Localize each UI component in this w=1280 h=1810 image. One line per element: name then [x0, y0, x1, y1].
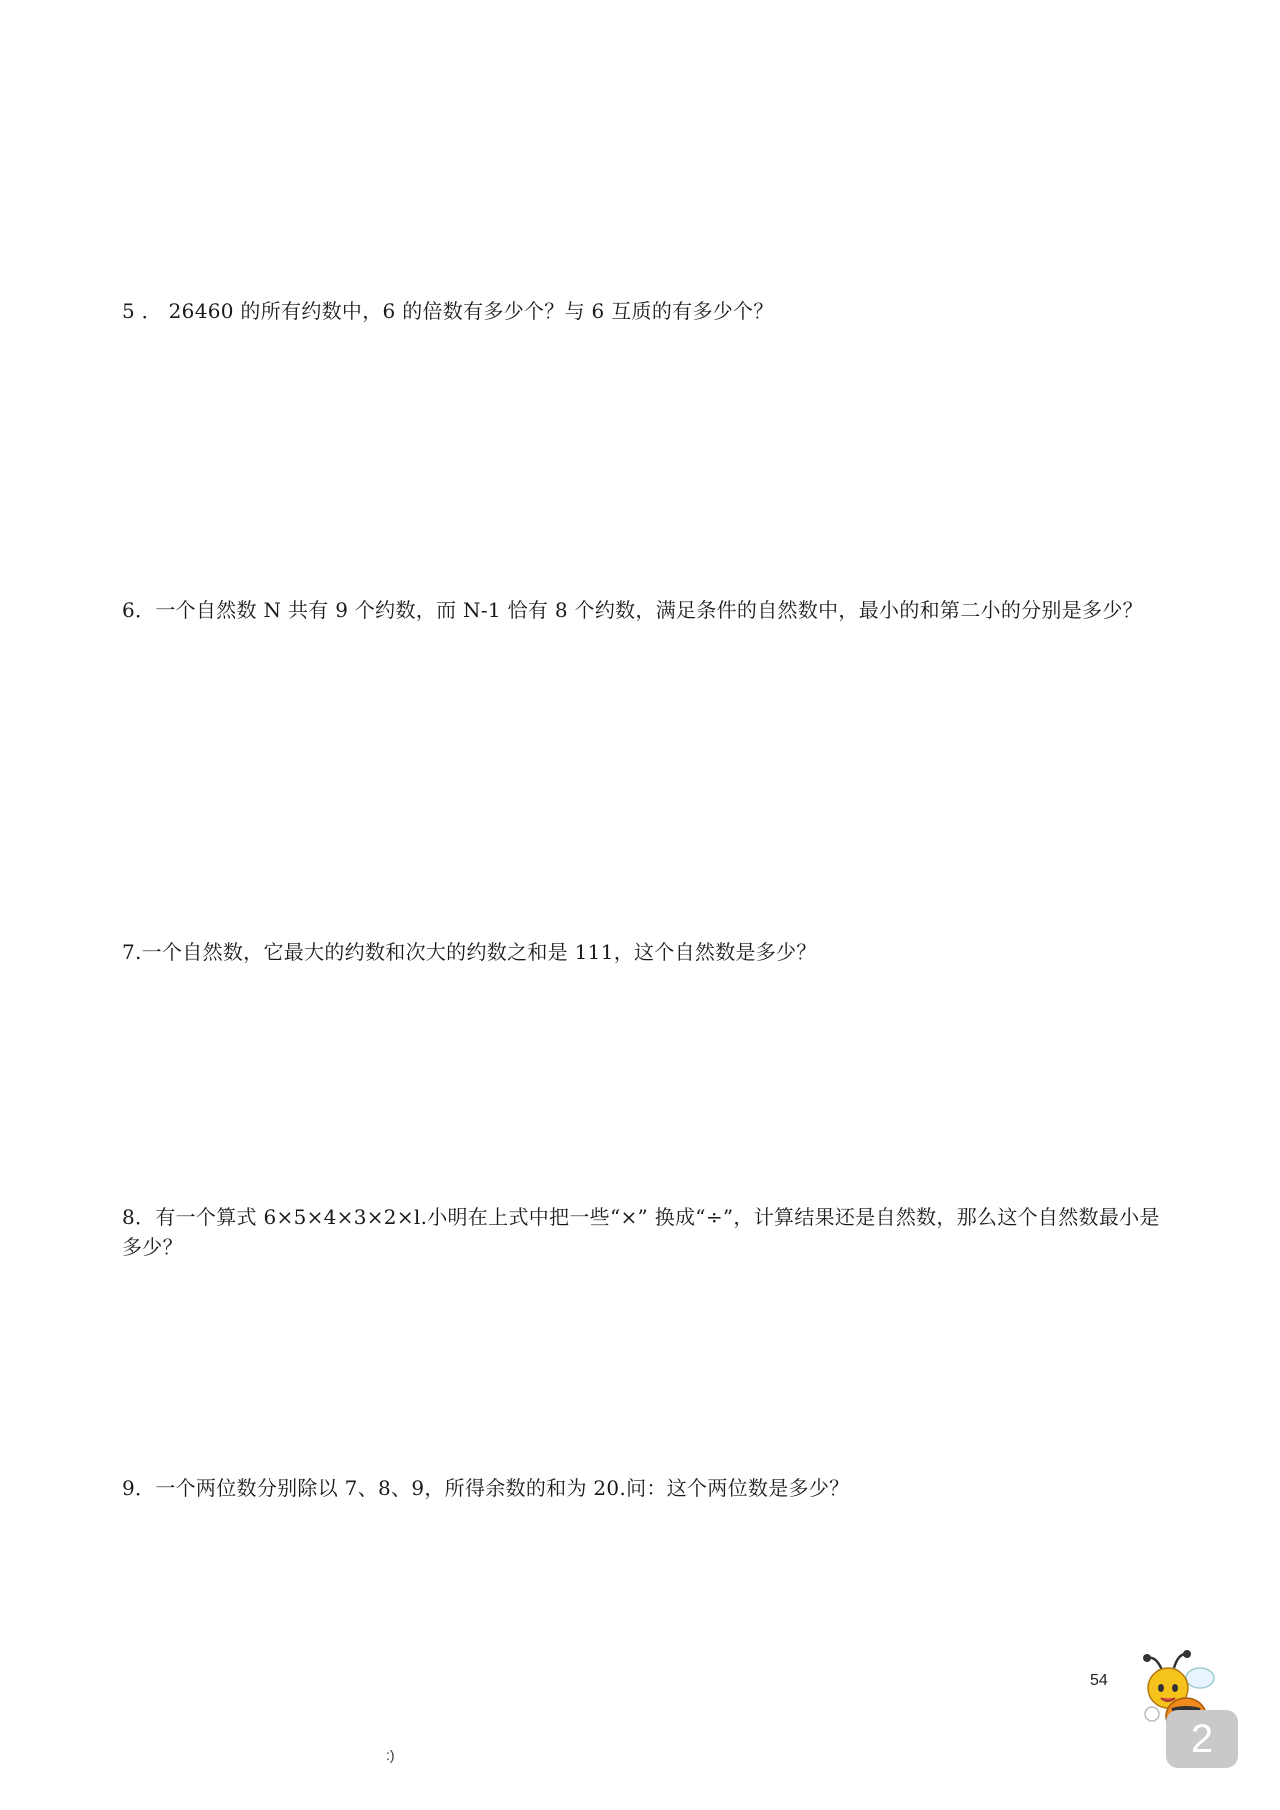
page-badge: 2: [1166, 1710, 1238, 1768]
question-8: 8．有一个算式 6×5×4×3×2×l.小明在上式中把一些“×” 换成“÷”，计算结果还是自然数，那么这个自然数最小是多少？: [122, 1205, 1160, 1259]
question-9: 9．一个两位数分别除以 7、8、9，所得余数的和为 20.问：这个两位数是多少？: [122, 1476, 850, 1500]
question-6: 6．一个自然数 N 共有 9 个约数，而 N-1 恰有 8 个约数，满足条件的自然数中，最小的和第二小的分别是多少？: [122, 598, 1143, 622]
question-7: 7.一个自然数，它最大的约数和次大的约数之和是 111，这个自然数是多少？: [122, 940, 817, 964]
page-number: 54: [1090, 1672, 1108, 1689]
footer-fragment: :): [386, 1747, 395, 1763]
question-5: 5 ． 26460 的所有约数中，6 的倍数有多少个？与 6 互质的有多少个？: [122, 299, 774, 323]
